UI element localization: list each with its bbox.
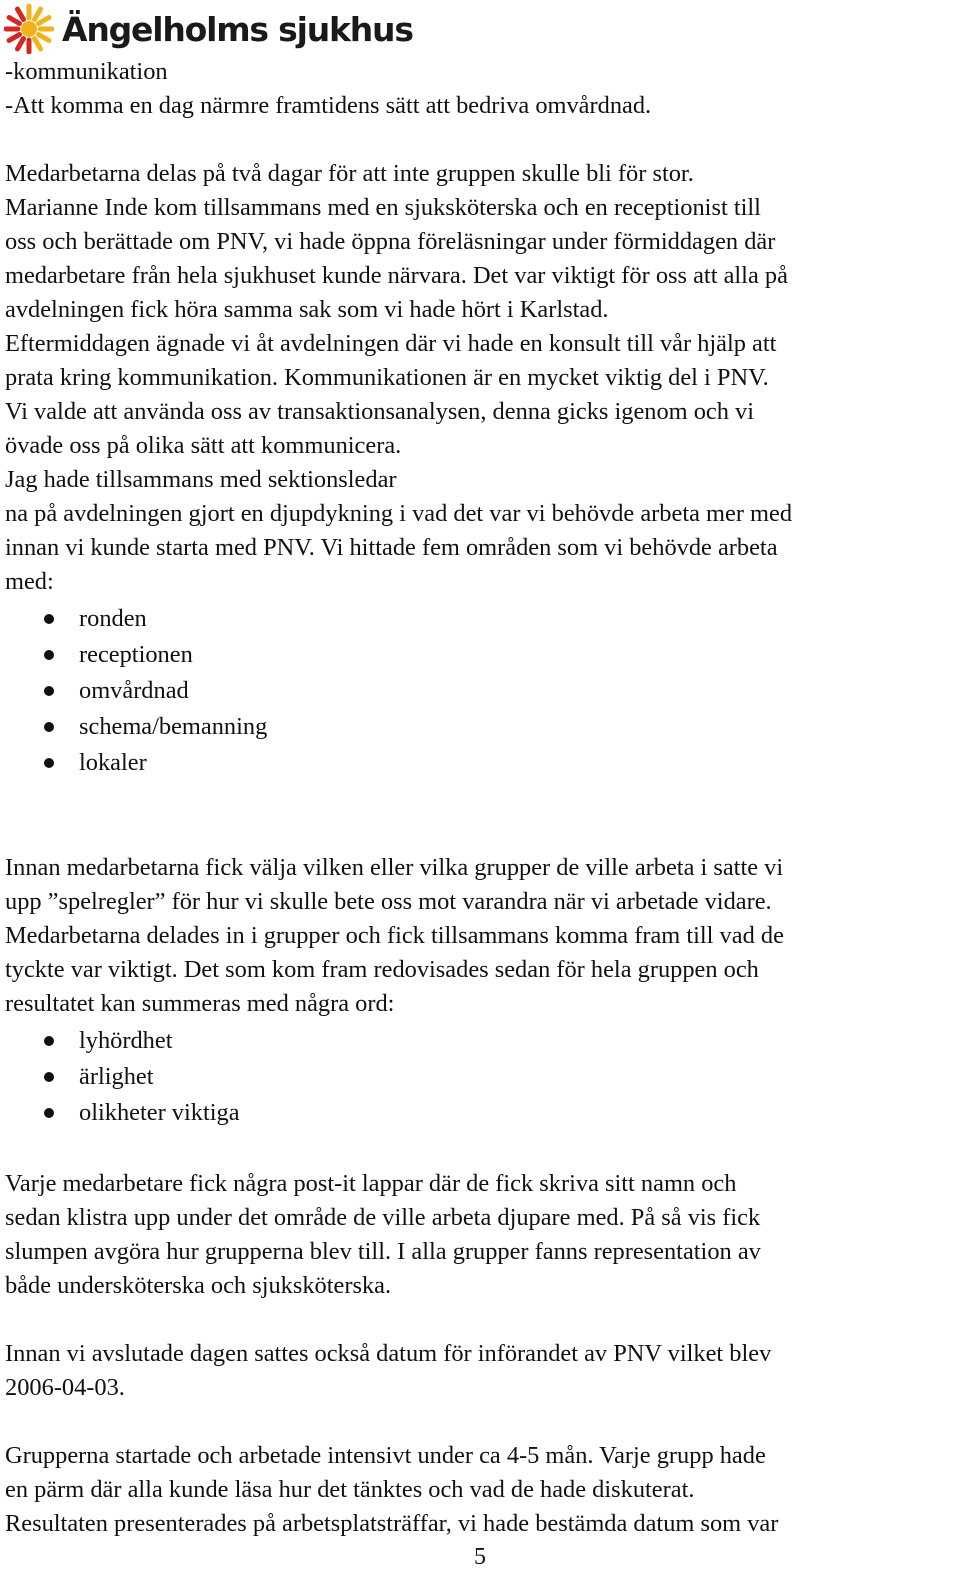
text-line: -Att komma en dag närmre framtidens sätt att bedriva omvårdnad. [5, 92, 652, 119]
text-line: Varje medarbetare fick några post-it lappar där de fick skriva sitt namn och [5, 1170, 737, 1197]
bullet-icon [44, 722, 54, 732]
text-line: Medarbetarna delades in i grupper och fick tillsammans komma fram till vad de [5, 922, 784, 949]
text-line: 2006-04-03. [5, 1374, 125, 1401]
sun-ray [18, 9, 24, 19]
paragraph-date [5, 1337, 953, 1405]
text-line: slumpen avgöra hur grupperna blev till. I alla grupper fanns representation av [5, 1238, 761, 1265]
sun-ray [39, 35, 49, 41]
text-line: -kommunikation [5, 58, 168, 85]
bullet-list-areas [5, 601, 953, 781]
bullet-icon [44, 650, 54, 660]
paragraph-post-it [5, 1167, 953, 1303]
list-item: schema/bemanning [5, 709, 953, 745]
text-line: innan vi kunde starta med PNV. Vi hittade fem områden som vi behövde arbeta [5, 534, 778, 561]
text-line: resultatet kan summeras med några ord: [5, 990, 395, 1017]
bullet-icon [44, 1072, 54, 1082]
page-number: 5 [474, 1544, 486, 1570]
text-line: Innan vi avslutade dagen sattes också datum för införandet av PNV vilket blev [5, 1340, 772, 1367]
list-item: ronden [5, 601, 953, 637]
sun-ray [35, 9, 41, 19]
text-line: Innan medarbetarna fick välja vilken eller vilka grupper de ville arbeta i satte vi [5, 854, 784, 881]
paragraph-pnv-day [5, 157, 953, 599]
text-line: övade oss på olika sätt att kommunicera. [5, 432, 402, 459]
text-line: Vi valde att använda oss av transaktionsanalysen, denna gicks igenom och vi [5, 398, 755, 425]
list-item: olikheter viktiga [5, 1095, 953, 1131]
sun-sunburst-logo-icon [4, 4, 54, 54]
text-line: avdelningen fick höra samma sak som vi hade hört i Karlstad. [5, 296, 609, 323]
list-item: receptionen [5, 637, 953, 673]
bullet-list-words [5, 1023, 953, 1131]
text-line: Medarbetarna delas på två dagar för att inte gruppen skulle bli för stor. [5, 160, 694, 187]
paragraph-groups [5, 1439, 953, 1541]
text-line: Jag hade tillsammans med sektionsledar [5, 466, 397, 493]
paragraph-intro [5, 55, 953, 123]
text-line: medarbetare från hela sjukhuset kunde närvara. Det var viktigt för oss att alla på [5, 262, 788, 289]
text-line: Resultaten presenterades på arbetsplatsträffar, vi hade bestämda datum som var [5, 1510, 779, 1537]
sun-ray [35, 39, 41, 49]
text-line: både undersköterska och sjuksköterska. [5, 1272, 392, 1299]
text-line: tyckte var viktigt. Det som kom fram redovisades sedan för hela gruppen och [5, 956, 759, 983]
sun-ray [9, 18, 19, 24]
document-body [5, 55, 953, 1541]
text-line: oss och berättade om PNV, vi hade öppna föreläsningar under förmiddagen där [5, 228, 776, 255]
text-line: en pärm där alla kunde läsa hur det tänktes och vad de hade diskuterat. [5, 1476, 695, 1503]
text-line: prata kring kommunikation. Kommunikationen är en mycket viktig del i PNV. [5, 364, 769, 391]
text-line: na på avdelningen gjort en djupdykning i vad det var vi behövde arbeta mer med [5, 500, 793, 527]
hospital-logo-text: Ängelholms sjukhus [62, 9, 413, 49]
text-line: upp ”spelregler” för hur vi skulle bete oss mot varandra när vi arbetade vidare. [5, 888, 772, 915]
bullet-icon [44, 1036, 54, 1046]
sun-ray [9, 35, 19, 41]
sun-ray [39, 18, 49, 24]
bullet-icon [44, 686, 54, 696]
list-item: lokaler [5, 745, 953, 781]
bullet-icon [44, 1108, 54, 1118]
bullet-icon [44, 614, 54, 624]
text-line: sedan klistra upp under det område de ville arbeta djupare med. På så vis fick [5, 1204, 761, 1231]
sun-ray [18, 39, 24, 49]
paragraph-spelregler [5, 851, 953, 1021]
text-line: Eftermiddagen ägnade vi åt avdelningen där vi hade en konsult till vår hjälp att [5, 330, 777, 357]
text-line: Marianne Inde kom tillsammans med en sjuksköterska och en receptionist till [5, 194, 761, 221]
text-line: med: [5, 568, 54, 595]
list-item: ärlighet [5, 1059, 953, 1095]
document-header [4, 4, 413, 54]
text-line: Grupperna startade och arbetade intensivt under ca 4-5 mån. Varje grupp hade [5, 1442, 766, 1469]
bullet-icon [44, 758, 54, 768]
list-item: lyhördhet [5, 1023, 953, 1059]
list-item: omvårdnad [5, 673, 953, 709]
